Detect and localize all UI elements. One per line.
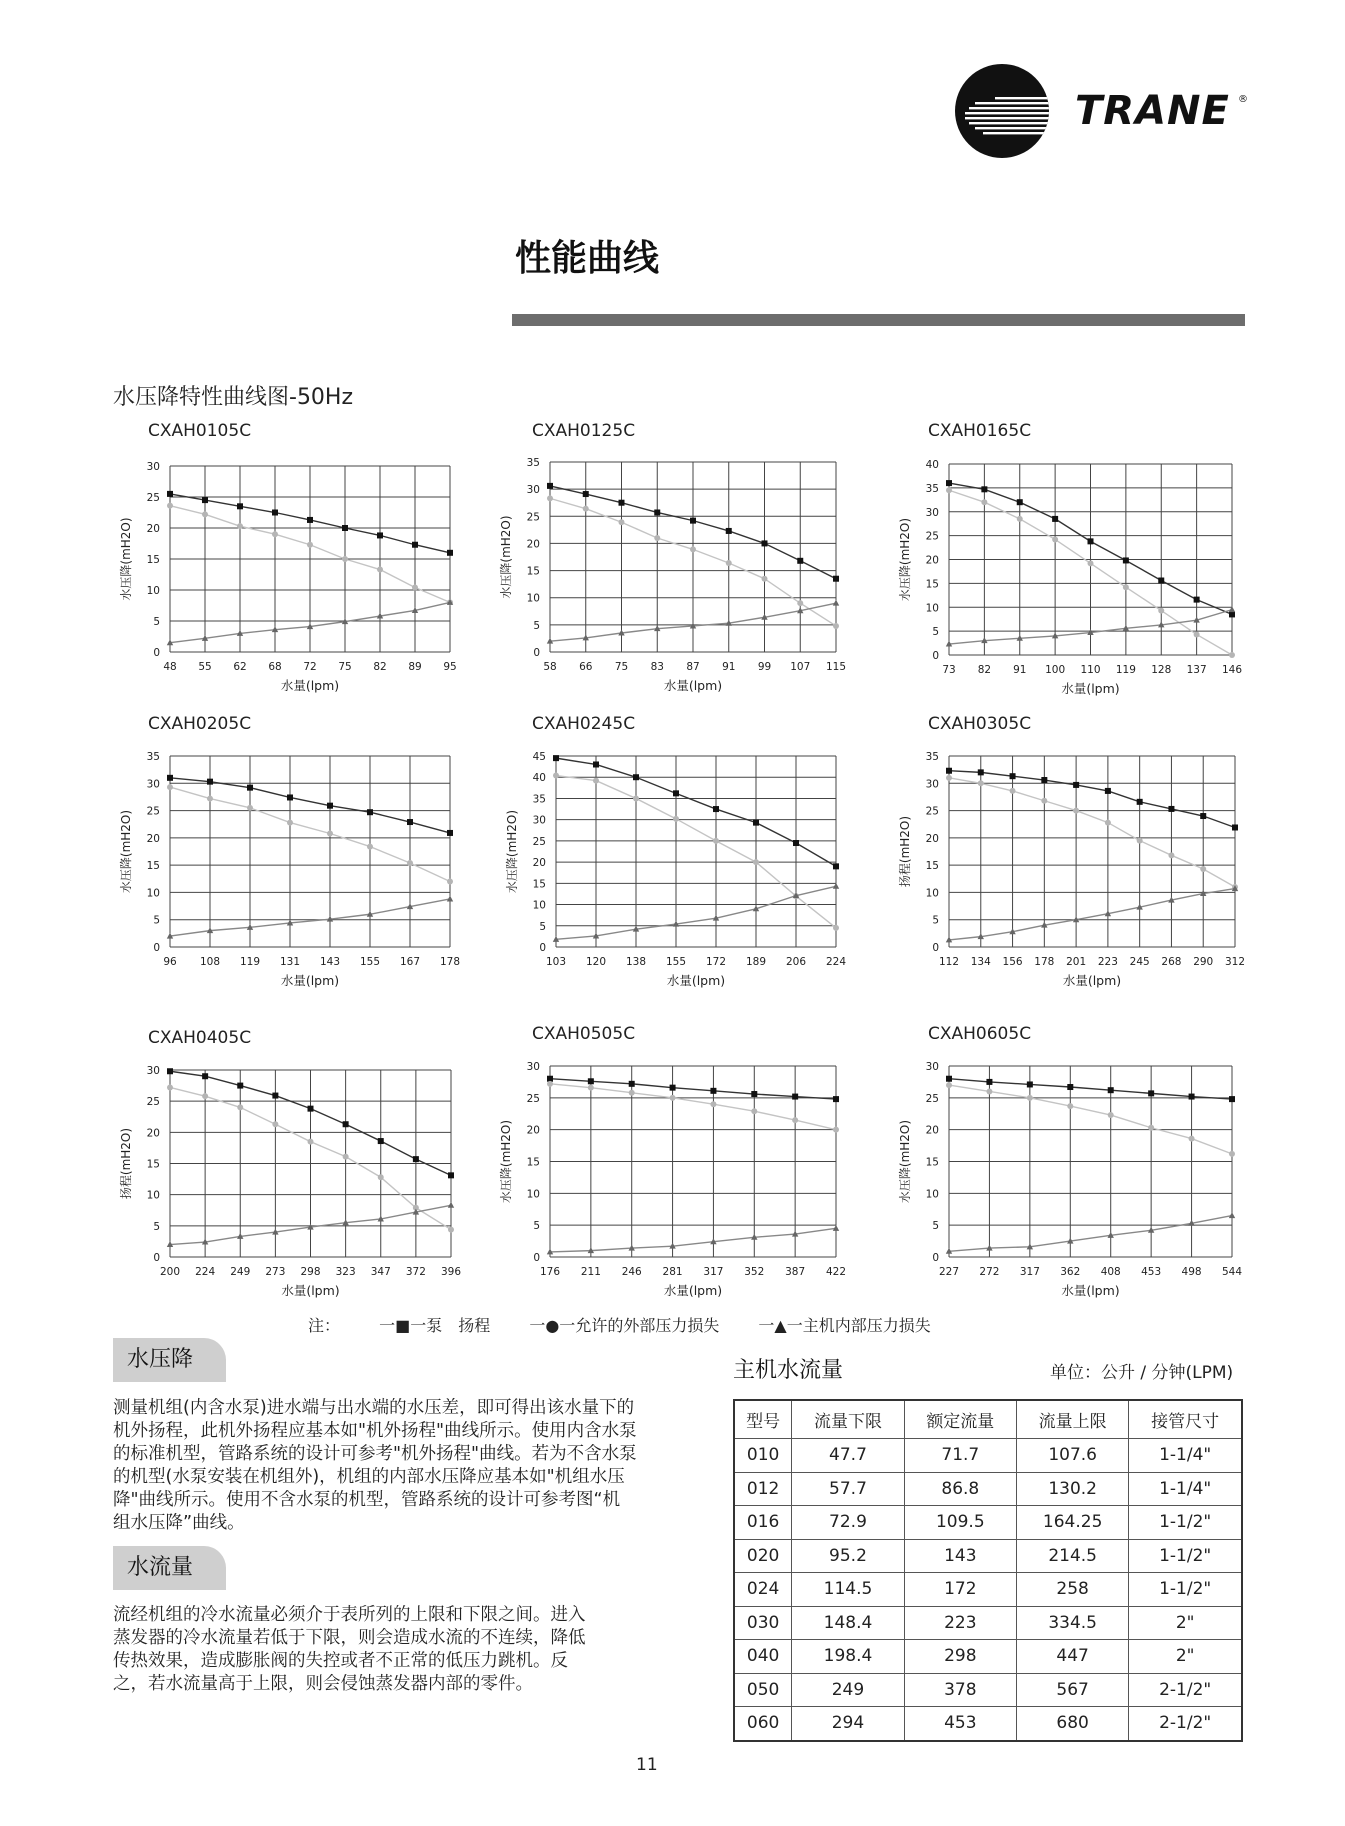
legend-note: 注： [308,1316,341,1335]
y-tick-label: 25 [526,1092,540,1105]
x-axis-label: 水量(lpm) [1061,1283,1120,1298]
x-axis-label: 水量(lpm) [280,973,340,988]
table-header: 接管尺寸 [1129,1400,1242,1439]
table-cell: 447 [1016,1640,1128,1674]
x-tick-label: 352 [744,1266,765,1278]
legend-pump-symbol-icon: 一■一 [379,1316,427,1335]
chart-title: CXAH0405C [148,1028,252,1048]
water-flow-text [113,1604,688,1696]
y-tick-label: 30 [532,814,546,827]
data-point-circle [1108,1112,1114,1118]
table-cell: 86.8 [904,1472,1016,1506]
table-row [734,1472,1242,1506]
table-row [734,1506,1242,1540]
y-tick-label: 5 [932,914,939,927]
table-cell: 95.2 [792,1539,904,1573]
text-line: 之，若水流量高于上限，则会侵蚀蒸发器内部的零件。 [113,1674,533,1694]
x-tick-label: 178 [1034,956,1055,968]
pressure-drop-heading: 水压降 [113,1338,226,1382]
page-title: 性能曲线 [515,238,660,279]
y-tick-label: 10 [146,887,160,900]
y-tick-label: 5 [153,1220,160,1233]
data-point-square [986,1079,992,1085]
series-line [949,1216,1232,1252]
y-tick-label: 20 [532,857,546,870]
y-tick-label: 20 [146,832,160,845]
table-cell: 298 [904,1640,1016,1674]
table-cell: 060 [734,1707,792,1741]
table-cell: 2" [1129,1606,1242,1640]
data-point-square [1067,1084,1073,1090]
data-point-square [1027,1081,1033,1087]
x-tick-label: 62 [233,661,247,673]
legend-pump-label: 泵 扬程 [426,1316,491,1335]
x-tick-label: 72 [303,661,317,673]
pressure-drop-text [113,1397,688,1535]
x-tick-label: 108 [199,956,221,968]
y-tick-label: 25 [925,1092,939,1105]
y-tick-label: 0 [932,1252,939,1264]
x-axis-label: 水量(lpm) [1062,973,1122,988]
x-axis-label: 水量(lpm) [666,973,726,988]
x-tick-label: 227 [938,1266,960,1278]
x-tick-label: 298 [300,1266,321,1278]
y-tick-label: 35 [925,751,939,763]
text-line: 的标准机型，管路系统的设计可参考"机外扬程"曲线。若为不含水泵 [113,1444,637,1464]
x-tick-label: 211 [580,1266,601,1278]
y-tick-label: 10 [146,1189,160,1202]
brand-registered-mark: ® [1238,94,1248,105]
y-tick-label: 35 [532,793,546,806]
data-point-square [1189,1094,1195,1100]
table-cell: 2-1/2" [1129,1673,1242,1707]
x-tick-label: 317 [703,1266,724,1278]
y-tick-label: 15 [526,1156,540,1169]
x-tick-label: 131 [279,956,301,968]
y-tick-label: 0 [153,942,160,954]
y-tick-label: 40 [532,772,546,785]
table-header: 流量下限 [792,1400,904,1439]
data-point-circle [1027,1095,1033,1101]
text-line: 传热效果，造成膨胀阀的失控或者不正常的低压力跳机。反 [113,1651,568,1671]
y-tick-label: 5 [932,1220,939,1233]
data-point-square [946,1076,952,1082]
legend-internal-label: 主机内部压力损失 [802,1316,931,1335]
data-point-circle [1189,1136,1195,1142]
table-cell: 172 [904,1573,1016,1607]
table-cell: 1-1/2" [1129,1506,1242,1540]
y-axis-label: 水压降(mH2O) [898,1119,912,1204]
x-tick-label: 156 [1002,956,1023,968]
x-tick-label: 408 [1100,1266,1121,1278]
table-cell: 223 [904,1606,1016,1640]
x-tick-label: 128 [1151,664,1172,676]
table-cell: 57.7 [792,1472,904,1506]
table-header: 型号 [734,1400,792,1439]
table-row [734,1439,1242,1473]
y-axis-label: 水压降(mH2O) [499,1119,513,1204]
y-axis-label: 水压降(mH2O) [898,517,912,602]
chart-title: CXAH0125C [532,421,636,441]
y-tick-label: 10 [146,585,160,597]
x-tick-label: 347 [370,1266,391,1278]
x-tick-label: 290 [1193,956,1214,968]
table-cell: 249 [792,1673,904,1707]
y-tick-label: 15 [925,1156,939,1169]
table-cell: 198.4 [792,1640,904,1674]
data-point-square [1108,1087,1114,1093]
chart-title: CXAH0205C [148,714,252,734]
y-tick-label: 30 [146,461,160,473]
table-cell: 567 [1016,1673,1128,1707]
x-tick-label: 110 [1080,664,1101,676]
y-tick-label: 15 [526,565,540,578]
x-tick-label: 453 [1141,1266,1162,1278]
y-tick-label: 20 [146,523,160,535]
data-point-square [1148,1090,1154,1096]
x-tick-label: 268 [1161,956,1182,968]
y-tick-label: 35 [146,751,160,763]
table-header: 额定流量 [904,1400,1016,1439]
x-tick-label: 372 [405,1266,426,1278]
y-tick-label: 25 [146,1096,160,1109]
chart-title: CXAH0165C [928,421,1032,441]
x-tick-label: 143 [319,956,341,968]
text-line: 测量机组(内含水泵)进水端与出水端的水压差，即可得出该水量下的 [113,1398,635,1418]
x-tick-label: 224 [825,956,847,968]
flow-table-unit: 单位：公升 / 分钟(LPM) [1050,1363,1234,1383]
x-tick-label: 544 [1221,1266,1243,1278]
x-tick-label: 66 [579,661,593,673]
y-tick-label: 15 [146,860,160,873]
y-axis-label: 水压降(mH2O) [119,809,133,894]
y-tick-label: 20 [925,554,939,567]
x-tick-label: 137 [1186,664,1207,676]
y-tick-label: 30 [925,778,939,791]
y-tick-label: 20 [925,832,939,845]
table-row [734,1606,1242,1640]
x-axis-label: 水量(lpm) [1061,681,1120,696]
x-tick-label: 82 [373,661,387,673]
y-tick-label: 10 [526,1188,540,1201]
x-tick-label: 323 [335,1266,356,1278]
table-cell: 143 [904,1539,1016,1573]
table-cell: 024 [734,1573,792,1607]
table-cell: 47.7 [792,1439,904,1473]
y-tick-label: 30 [526,484,540,497]
flow-table-title: 主机水流量 [733,1358,844,1383]
y-tick-label: 5 [533,619,540,632]
y-tick-label: 10 [526,592,540,605]
y-tick-label: 30 [925,506,939,519]
x-tick-label: 172 [705,956,727,968]
x-tick-label: 155 [665,956,687,968]
x-tick-label: 119 [239,956,261,968]
y-tick-label: 5 [533,1220,540,1233]
chart-title: CXAH0105C [148,421,252,441]
water-flow-heading: 水流量 [113,1546,226,1590]
x-tick-label: 103 [545,956,567,968]
y-axis-label: 水压降(mH2O) [499,515,513,599]
x-tick-label: 58 [543,661,557,673]
y-tick-label: 0 [932,942,939,954]
x-tick-label: 167 [399,956,421,968]
table-cell: 1-1/4" [1129,1472,1242,1506]
data-point-triangle [1229,1212,1235,1218]
table-cell: 71.7 [904,1439,1016,1473]
x-tick-label: 112 [938,956,960,968]
y-tick-label: 35 [925,482,939,495]
y-tick-label: 0 [932,650,939,662]
table-row [734,1573,1242,1607]
chart-title: CXAH0305C [928,714,1032,734]
y-tick-label: 25 [532,835,546,848]
y-tick-label: 30 [146,778,160,791]
y-tick-label: 5 [539,920,546,933]
y-tick-label: 20 [925,1124,939,1137]
table-cell: 214.5 [1016,1539,1128,1573]
x-tick-label: 498 [1181,1266,1202,1278]
table-cell: 016 [734,1506,792,1540]
table-row [734,1640,1242,1674]
chart-title: CXAH0605C [928,1024,1032,1044]
table-cell: 1-1/2" [1129,1573,1242,1607]
table-cell: 114.5 [792,1573,904,1607]
x-tick-label: 89 [408,661,422,673]
x-tick-label: 119 [1115,664,1136,676]
x-tick-label: 206 [785,956,807,968]
x-tick-label: 176 [539,1266,561,1278]
y-tick-label: 25 [146,492,160,504]
y-tick-label: 15 [925,860,939,873]
x-tick-label: 91 [1013,664,1027,676]
y-tick-label: 5 [153,914,160,927]
x-tick-label: 87 [686,661,700,673]
x-tick-label: 200 [159,1266,181,1278]
x-tick-label: 115 [825,661,847,673]
y-tick-label: 25 [146,805,160,818]
legend-external-label: 允许的外部压力损失 [575,1316,720,1335]
table-cell: 1-1/4" [1129,1439,1242,1473]
legend-internal-symbol-icon: 一▲一 [758,1316,803,1335]
y-tick-label: 20 [526,538,540,551]
x-tick-label: 387 [785,1266,806,1278]
y-axis-label: 扬程(mH2O) [898,815,912,888]
table-cell: 109.5 [904,1506,1016,1540]
x-tick-label: 107 [790,661,811,673]
x-tick-label: 317 [1019,1266,1040,1278]
x-tick-label: 362 [1060,1266,1081,1278]
x-tick-label: 120 [585,956,607,968]
y-axis-label: 水压降(mH2O) [119,517,133,601]
x-tick-label: 138 [625,956,647,968]
data-point-square [1229,1096,1235,1102]
x-tick-label: 96 [163,956,177,968]
y-tick-label: 15 [146,554,160,566]
table-cell: 453 [904,1707,1016,1741]
y-tick-label: 0 [533,647,540,659]
data-point-circle [1067,1103,1073,1109]
x-tick-label: 396 [440,1266,462,1278]
table-cell: 1-1/2" [1129,1539,1242,1573]
legend-external-symbol-icon: 一●一 [529,1316,576,1335]
x-tick-label: 178 [439,956,461,968]
y-tick-label: 15 [925,578,939,591]
x-tick-label: 55 [198,661,212,673]
table-row [734,1673,1242,1707]
table-cell: 050 [734,1673,792,1707]
text-line: 的机型(水泵安装在机组外)，机组的内部水压降应基本如"机组水压 [113,1467,625,1487]
table-cell: 020 [734,1539,792,1573]
x-axis-label: 水量(lpm) [663,1283,723,1298]
x-tick-label: 100 [1045,664,1066,676]
page-number: 11 [636,1755,658,1775]
y-tick-label: 15 [532,878,546,891]
y-tick-label: 35 [526,457,540,469]
x-tick-label: 201 [1066,956,1087,968]
y-tick-label: 25 [526,511,540,524]
y-tick-label: 40 [925,459,939,471]
table-cell: 72.9 [792,1506,904,1540]
table-cell: 294 [792,1707,904,1741]
table-cell: 012 [734,1472,792,1506]
x-tick-label: 75 [614,661,629,673]
y-tick-label: 0 [533,1252,540,1264]
text-line: 组水压降”曲线。 [113,1513,245,1533]
chart-title: CXAH0245C [532,714,636,734]
x-tick-label: 249 [230,1266,251,1278]
table-row [734,1539,1242,1573]
x-tick-label: 281 [662,1266,683,1278]
data-point-circle [1229,1151,1235,1157]
y-tick-label: 10 [532,899,546,912]
table-cell: 030 [734,1606,792,1640]
table-cell: 107.6 [1016,1439,1128,1473]
x-axis-label: 水量(lpm) [280,678,340,693]
chart-legend [308,1313,931,1336]
x-tick-label: 134 [970,956,991,968]
y-tick-label: 25 [925,805,939,818]
x-tick-label: 224 [195,1266,216,1278]
y-tick-label: 30 [925,1061,939,1073]
table-cell: 010 [734,1439,792,1473]
y-tick-label: 20 [526,1124,540,1137]
brand-name: TRANE [1075,88,1230,134]
x-tick-label: 273 [265,1266,286,1278]
table-cell: 040 [734,1640,792,1674]
y-tick-label: 5 [932,626,939,639]
y-tick-label: 10 [925,602,939,615]
table-cell: 148.4 [792,1606,904,1640]
y-tick-label: 25 [925,530,939,543]
x-tick-label: 272 [979,1266,1000,1278]
x-tick-label: 95 [443,661,457,673]
x-tick-label: 312 [1224,956,1246,968]
chart-title: CXAH0505C [532,1024,636,1044]
y-tick-label: 20 [146,1127,160,1140]
y-tick-label: 30 [526,1061,540,1073]
section-heading: 水压降特性曲线图-50Hz [113,385,354,410]
x-tick-label: 75 [338,661,352,673]
y-tick-label: 5 [153,616,160,628]
table-cell: 680 [1016,1707,1128,1741]
text-line: 蒸发器的冷水流量若低于下限，则会造成水流的不连续，降低 [113,1628,586,1648]
x-axis-label: 水量(lpm) [663,678,723,693]
y-tick-label: 10 [925,887,939,900]
y-tick-label: 0 [539,942,546,954]
x-tick-label: 245 [1129,956,1150,968]
data-point-circle [986,1088,992,1094]
text-line: 流经机组的冷水流量必须介于表所列的上限和下限之间。进入 [113,1605,586,1625]
y-axis-label: 扬程(mH2O) [119,1127,133,1200]
table-cell: 378 [904,1673,1016,1707]
table-header: 流量上限 [1016,1400,1128,1439]
table-row [734,1707,1242,1741]
table-cell: 2-1/2" [1129,1707,1242,1741]
y-tick-label: 0 [153,1252,160,1264]
table-cell: 334.5 [1016,1606,1128,1640]
x-tick-label: 422 [825,1266,847,1278]
text-line: 机外扬程，此机外扬程应基本如"机外扬程"曲线所示。使用内含水泵 [113,1421,637,1441]
table-cell: 2" [1129,1640,1242,1674]
x-tick-label: 155 [359,956,381,968]
y-tick-label: 30 [146,1065,160,1077]
y-tick-label: 45 [532,751,546,763]
x-tick-label: 91 [722,661,736,673]
y-tick-label: 0 [153,647,160,659]
data-point-circle [1148,1125,1154,1131]
table-cell: 258 [1016,1573,1128,1607]
y-tick-label: 10 [925,1188,939,1201]
x-tick-label: 83 [650,661,664,673]
x-tick-label: 48 [163,661,177,673]
y-tick-label: 15 [146,1158,160,1171]
x-axis-label: 水量(lpm) [281,1283,340,1298]
text-line: 降"曲线所示。使用不含水泵的机型，管路系统的设计可参考图“机 [113,1490,621,1510]
table-cell: 130.2 [1016,1472,1128,1506]
x-tick-label: 73 [942,664,956,676]
data-point-circle [946,1082,952,1088]
table-cell: 164.25 [1016,1506,1128,1540]
x-tick-label: 246 [621,1266,642,1278]
x-tick-label: 68 [268,661,282,673]
y-axis-label: 水压降(mH2O) [505,809,519,894]
x-tick-label: 189 [745,956,767,968]
x-tick-label: 82 [977,664,992,676]
flow-table [733,1399,1243,1742]
x-tick-label: 99 [757,661,772,673]
x-tick-label: 223 [1097,956,1118,968]
table-header-row [734,1400,1242,1439]
x-tick-label: 146 [1221,664,1243,676]
